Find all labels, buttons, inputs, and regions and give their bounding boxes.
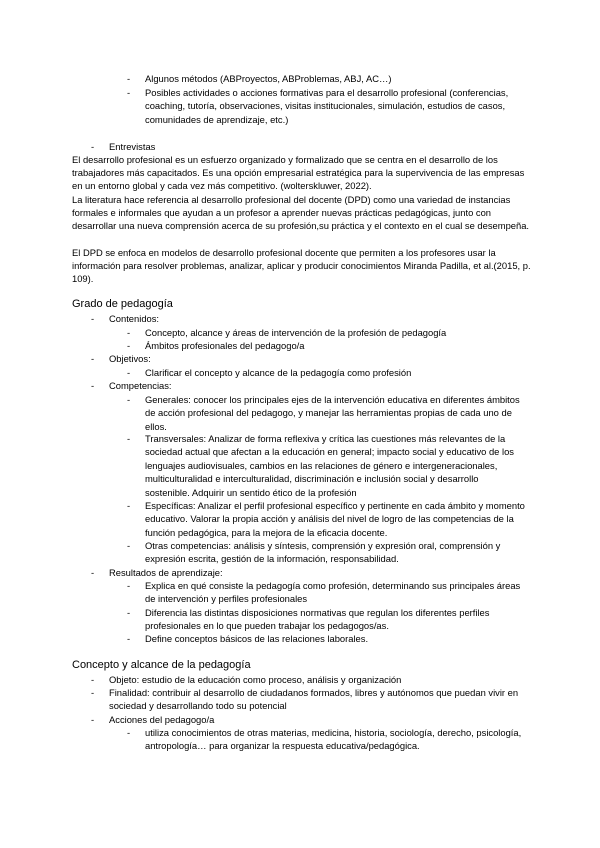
section-title: Concepto y alcance de la pedagogía [72,659,251,671]
list-item: Específicas: Analizar el perfil profesional específico y pertinente en cada ámbito y momento educativo. Valorar la propia acción y análisis del nivel de logro de las competencias de la función pedagógica, para la mejora de la eficacia docente. [145,500,525,538]
list-item: Otras competencias: análisis y síntesis, comprensión y expresión oral, comprensión y expresión escrita, gestión de la información, responsabilidad. [145,540,501,565]
bullet-dash: - [91,353,95,364]
bullet-dash: - [127,340,131,351]
competencias-label: Competencias: [109,380,172,391]
list-item: Diferencia las distintas disposiciones normativas que regulan los diferentes perfiles profesionales en lo que pueden trabajar los pedagogos/as. [145,607,490,632]
list-item: Objeto: estudio de la educación como proceso, análisis y organización [109,674,402,685]
bullet-dash: - [91,674,95,685]
list-item: Ámbitos profesionales del pedagogo/a [145,340,305,351]
bullet-dash: - [127,540,131,551]
list-item: Finalidad: contribuir al desarrollo de ciudadanos formados, libres y autónomos que puedan vivir en sociedad y desarrollando todo su potencial [109,687,519,712]
section-title: Grado de pedagogía [72,298,173,310]
list-item: Clarificar el concepto y alcance de la pedagogía como profesión [145,367,412,378]
bullet-dash: - [127,727,131,738]
resultados-label: Resultados de aprendizaje: [109,567,223,578]
bullet-dash: - [127,580,131,591]
list-item: Explica en qué consiste la pedagogía como profesión, determinando sus principales áreas de intervención y perfiles profesionales [145,580,521,605]
bullet-dash: - [127,73,131,84]
contenidos-label: Contenidos: [109,313,160,324]
list-item: Generales: conocer los principales ejes de la intervención educativa en diferentes ámbitos de acción profesional del pedagogo, y manejar las herramientas propias de cada uno de ellos. [145,394,520,432]
acciones-label: Acciones del pedagogo/a [109,714,215,725]
bullet-dash: - [127,394,131,405]
bullet-dash: - [127,607,131,618]
bullet-dash: - [127,633,131,644]
paragraph: El DPD se enfoca en modelos de desarrollo profesional docente que permiten a los profesores usar la información para resolver problemas, analizar, aplicar y producir conocimientos Miranda Padilla, et al.(2015, p. 109). [72,247,531,285]
entrevistas-label: Entrevistas [109,141,156,152]
list-item: Define conceptos básicos de las relaciones laborales. [145,633,369,644]
bullet-dash: - [91,141,95,152]
bullet-dash: - [91,714,95,725]
bullet-dash: - [91,687,95,698]
bullet-dash: - [127,500,131,511]
paragraph: La literatura hace referencia al desarrollo profesional del docente (DPD) como una variedad de instancias formales e informales que ayudan a un profesor a aprender nuevas prácticas pedagógicas, junto con desarrollar una nueva comprensión acerca de su profesión,su práctica y el contexto en el cual se desempeña. [72,194,530,232]
bullet-dash: - [127,433,131,444]
objetivos-label: Objetivos: [109,353,151,364]
list-item: Posibles actividades o acciones formativas para el desarrollo profesional (conferencias, coaching, tutoría, observaciones, visitas institucionales, simulación, estudios de casos, comunidades de aprendizaje, etc.) [145,87,509,125]
bullet-dash: - [127,367,131,378]
bullet-dash: - [91,313,95,324]
bullet-dash: - [127,327,131,338]
bullet-dash: - [91,380,95,391]
list-item: Transversales: Analizar de forma reflexiva y crítica las cuestiones más relevantes de la sociedad actual que afectan a la educación en general; impacto social y educativo de los lenguajes audiovisuales, cambios en las relaciones de género e intergeneracionales, multiculturalidad e interculturalidad, discriminación e inclusión social y desarrollo sostenible. Adquirir un sentido ético de la profesión [145,433,514,498]
paragraph: El desarrollo profesional es un esfuerzo organizado y formalizado que se centra en el desarrollo de los trabajadores más capacitados. Es una opción empresarial estratégica para la supervivencia de las empresas en un entorno global y cada vez más competitivo. (wolterskluwer, 2022). [72,154,525,192]
bullet-dash: - [127,87,131,98]
bullet-dash: - [91,567,95,578]
list-item: utiliza conocimientos de otras materias, medicina, historia, sociología, derecho, psicología, antropología… para organizar la respuesta educativa/pedagógica. [145,727,522,752]
list-item: Algunos métodos (ABProyectos, ABProblemas, ABJ, AC…) [145,73,392,84]
list-item: Concepto, alcance y áreas de intervención de la profesión de pedagogía [145,327,447,338]
